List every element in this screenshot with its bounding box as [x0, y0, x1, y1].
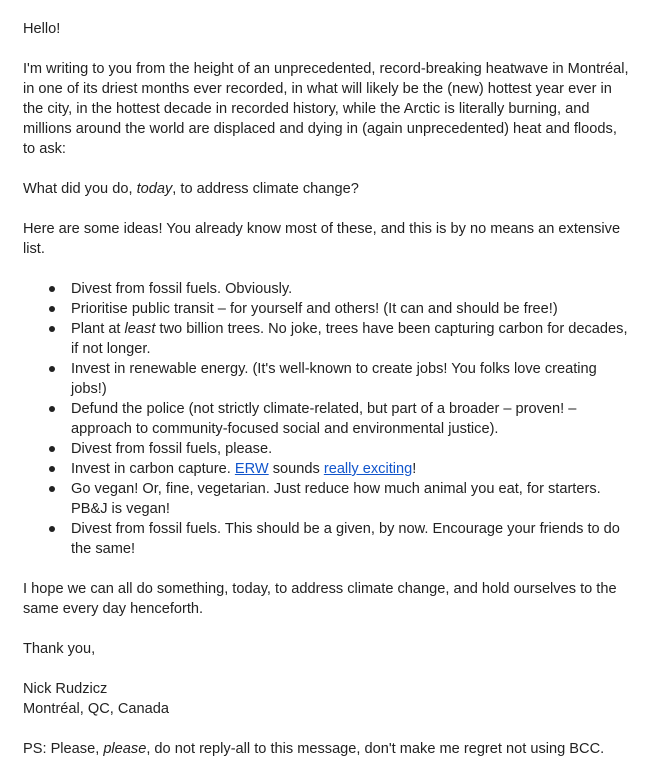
list-item: [71, 479, 633, 519]
bullet-icon: [49, 406, 55, 412]
list-item-text: Defund the police (not strictly climate-related, but part of a broader – proven! – approach to community-focused social and environmental justice).: [71, 401, 577, 437]
list-item: [71, 519, 633, 559]
bullet-icon: [49, 466, 55, 472]
bullet-icon: [49, 446, 55, 452]
email-body: [23, 19, 633, 779]
list-item-text: Invest in renewable energy. (It's well-known to create jobs! You folks love creating jobs!): [71, 361, 597, 397]
signature: [23, 679, 633, 719]
ideas-intro: Here are some ideas! You already know most of these, and this is by no means an extensive list.: [23, 221, 621, 257]
bullet-icon: [49, 286, 55, 292]
list-item: [71, 299, 633, 319]
ps-text-end: , do not reply-all to this message, don't make me regret not using BCC.: [146, 741, 605, 757]
ps-paragraph: [23, 739, 633, 759]
list-item-text-end: !: [412, 461, 417, 477]
signature-name: Nick Rudzicz: [23, 681, 108, 697]
question-paragraph: [23, 179, 633, 199]
ideas-list: [23, 279, 633, 559]
list-item-text: Divest from fossil fuels. Obviously.: [71, 281, 293, 297]
list-item: [71, 359, 633, 399]
list-item-text-middle: sounds: [268, 461, 324, 477]
bullet-icon: [49, 366, 55, 372]
spacer: [23, 259, 633, 279]
list-item: [71, 439, 633, 459]
bullet-icon: [49, 486, 55, 492]
list-item-emphasis: least: [124, 321, 156, 337]
ps-text: PS: Please,: [23, 741, 104, 757]
list-item: [71, 319, 633, 359]
list-item-text: Invest in carbon capture.: [71, 461, 235, 477]
list-item-text: Plant at: [71, 321, 125, 337]
bullet-icon: [49, 526, 55, 532]
question-emphasis: today: [136, 181, 173, 197]
list-item-text: Go vegan! Or, fine, vegetarian. Just reduce how much animal you eat, for starters. PB&J is vegan!: [71, 481, 601, 517]
question-text-end: , to address climate change?: [172, 181, 359, 197]
really-exciting-link[interactable]: really exciting: [323, 461, 413, 477]
ps-emphasis: please: [103, 741, 147, 757]
question-text: What did you do,: [23, 181, 137, 197]
list-item: [71, 459, 633, 479]
intro-paragraph: I'm writing to you from the height of an unprecedented, record-breaking heatwave in Montréal, in one of its driest months ever recorded, in what will likely be the (new) hottest year ever in the city, in the hottest decade in recorded history, while the Arctic is literally burning, and millions around the world are displaced and dying in (again unprecedented) heat and floods, to ask:: [23, 61, 629, 157]
closing-paragraph: I hope we can all do something, today, to address climate change, and hold ourselves to the same every day henceforth.: [23, 581, 617, 617]
erw-link[interactable]: ERW: [234, 461, 269, 477]
list-item: [71, 399, 633, 439]
signature-location: Montréal, QC, Canada: [23, 701, 170, 717]
list-item-text: Divest from fossil fuels. This should be a given, by now. Encourage your friends to do the same!: [71, 521, 620, 557]
signoff: Thank you,: [23, 641, 96, 657]
list-item-text: Prioritise public transit – for yourself and others! (It can and should be free!): [71, 301, 558, 317]
list-item-text-end: two billion trees. No joke, trees have been capturing carbon for decades, if not longer.: [71, 321, 628, 357]
list-item-text: Divest from fossil fuels, please.: [71, 441, 273, 457]
greeting: Hello!: [23, 21, 61, 37]
list-item: [71, 279, 633, 299]
bullet-icon: [49, 306, 55, 312]
bullet-icon: [49, 326, 55, 332]
